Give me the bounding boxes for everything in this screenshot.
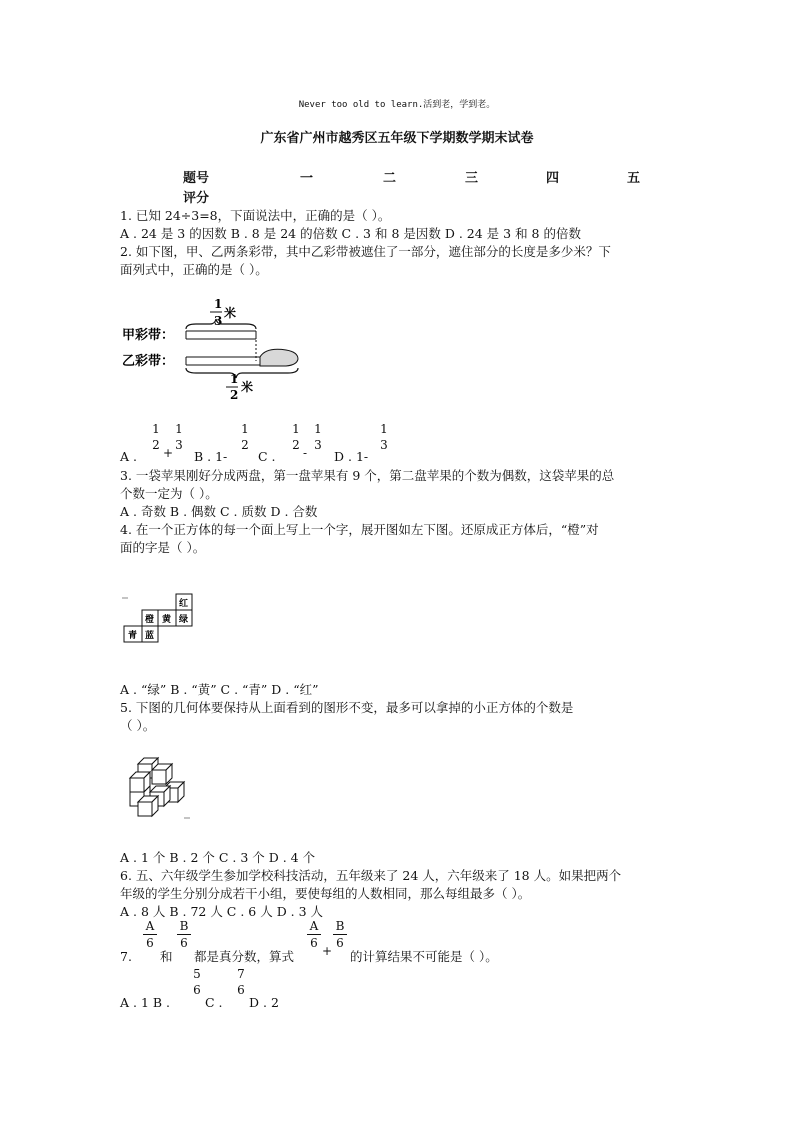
q7-opt-b-frac: 5 6 [193, 967, 201, 997]
score-col-4: 四 [546, 171, 560, 186]
q2-opt-c: C . [258, 449, 276, 464]
q5-stem-2: （ ）。 [120, 718, 156, 733]
q1-options: A . 24 是 3 的因数 B . 8 是 24 的倍数 C . 3 和 8 是因数 D . 24 是 3 和 8 的倍数 [120, 226, 581, 241]
q7-and: 和 [160, 949, 173, 964]
q2-opt-d: D . 1- [334, 449, 369, 464]
q7-frac-a: $\frac{A}{6}$ [143, 920, 157, 949]
fig-frac-a-num: 1 [214, 297, 223, 311]
fig-frac-b-den: 2 [230, 388, 239, 400]
net-char-lv: 绿 [179, 615, 189, 625]
q2-stem-1: 2. 如下图，甲、乙两条彩带，其中乙彩带被遮住了一部分，遮住部分的长度是多少米？下 [120, 244, 611, 259]
fig-frac-a-den: 3 [214, 314, 223, 328]
fig-unit-b: 米 [241, 380, 254, 394]
net-char-qing: 青 [128, 631, 138, 641]
q3-options: A . 奇数 B . 偶数 C . 质数 D . 合数 [120, 504, 318, 519]
cubes-figure [124, 756, 196, 826]
fig-label-b: 乙彩带： [122, 354, 175, 369]
net-char-hong: 红 [179, 599, 189, 609]
brace-bottom [186, 368, 298, 378]
q2-opt-a-frac2: 1 3 [175, 422, 183, 452]
q2-opt-b: B . 1- [194, 449, 228, 464]
q6-stem-1: 6. 五、六年级学生参加学校科技活动，五年级来了 24 人，六年级来了 18 人。如果把两个 [120, 868, 622, 883]
q6-stem-2: 年级的学生分别分成若干小组，要使每组的人数相同，那么每组最多（ ）。 [120, 886, 531, 901]
fig-label-a: 甲彩带： [122, 328, 175, 343]
score-col-5: 五 [627, 171, 641, 186]
q2-opt-a-op: + [163, 446, 174, 460]
q7-frac-b: $\frac{B}{6}$ [177, 920, 191, 949]
q2-opt-c-op: - [303, 446, 308, 460]
q7-prefix: 7. [120, 949, 132, 964]
q2-opt-b-frac: 1 2 [241, 422, 249, 452]
cube-net-figure [120, 592, 200, 650]
q4-stem-2: 面的字是（ ）。 [120, 540, 206, 555]
motto-line: Never too old to learn.活到老，学到老。 [298, 100, 496, 110]
q7-opt-a: A . 1 B . [120, 995, 171, 1010]
cover-blob [260, 349, 298, 366]
q3-stem-2: 个数一定为（ ）。 [120, 486, 218, 501]
score-col-1: 一 [300, 171, 314, 186]
score-col-3: 三 [465, 171, 479, 186]
score-table-row1-label: 题号 [183, 171, 210, 186]
q7-tail: 的计算结果不可能是（ ）。 [350, 949, 498, 964]
q7-expr-frac-b: $\frac{B}{6}$ [333, 920, 347, 949]
q2-opt-a: A . [120, 449, 137, 464]
q2-opt-c-frac1: 1 2 [292, 422, 300, 452]
q7-opt-c: C . [205, 995, 223, 1010]
net-char-cheng: 橙 [145, 615, 155, 625]
q2-opt-a-frac1: 1 2 [152, 422, 160, 452]
exam-title: 广东省广州市越秀区五年级下学期数学期末试卷 [260, 131, 534, 146]
q5-options: A . 1 个 B . 2 个 C . 3 个 D . 4 个 [120, 850, 316, 865]
q7-opt-c-frac: 7 6 [237, 967, 245, 997]
score-table-row2-label: 评分 [183, 191, 210, 206]
q2-stem-2: 面列式中，正确的是（ ）。 [120, 262, 268, 277]
net-char-lan: 蓝 [145, 631, 155, 641]
q3-stem-1: 3. 一袋苹果刚好分成两盘，第一盘苹果有 9 个，第二盘苹果的个数为偶数，这袋苹果的总 [120, 468, 615, 483]
q2-opt-c-frac2: 1 3 [314, 422, 322, 452]
score-col-2: 二 [383, 171, 397, 186]
q7-expr-frac-a: $\frac{A}{6}$ [307, 920, 321, 949]
q7-mid: 都是真分数，算式 [194, 949, 295, 964]
q7-expr-op: + [322, 944, 333, 958]
net-char-huang: 黄 [162, 615, 172, 625]
ribbon-figure [118, 295, 318, 400]
q2-opt-d-frac: 1 3 [380, 422, 388, 452]
q7-opt-d: D . 2 [249, 995, 279, 1010]
fig-frac-b-num: 1 [230, 372, 239, 386]
q4-stem-1: 4. 在一个正方体的每一个面上写上一个字，展开图如左下图。还原成正方体后，“橙”对 [120, 522, 599, 537]
q4-options: A . “绿” B . “黄” C . “青” D . “红” [120, 682, 319, 697]
q6-options: A . 8 人 B . 72 人 C . 6 人 D . 3 人 [120, 904, 324, 919]
q1-stem: 1. 已知 24÷3=8，下面说法中，正确的是（ ）。 [120, 208, 391, 223]
q5-stem-1: 5. 下图的几何体要保持从上面看到的图形不变，最多可以拿掉的小正方体的个数是 [120, 700, 574, 715]
fig-unit-a: 米 [224, 306, 237, 320]
